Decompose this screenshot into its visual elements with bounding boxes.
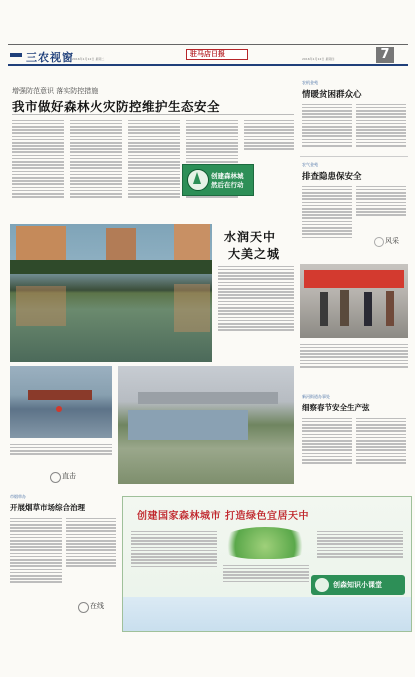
pavilion xyxy=(28,390,92,400)
market-text-a xyxy=(10,516,62,614)
header-rule-top xyxy=(8,44,408,45)
safety-text-a xyxy=(302,416,352,486)
tree-line xyxy=(10,260,212,274)
market-article xyxy=(8,494,118,626)
right-divider xyxy=(300,156,408,157)
page-header xyxy=(0,44,415,66)
person-3 xyxy=(364,292,372,326)
lead-text-col-5 xyxy=(244,118,294,164)
banner-text-b xyxy=(223,563,309,597)
safety-title: 细察春节安全生产弦 xyxy=(302,403,370,412)
banner-logo-text: 创森知识小课堂 xyxy=(333,581,382,589)
logo-line-2: 然后在行动 xyxy=(211,181,244,189)
logo-line-1: 创建森林城 xyxy=(211,172,244,180)
market-title: 开展烟草市场综合治理 xyxy=(10,503,85,512)
badge-dots-icon xyxy=(374,237,384,247)
header-rule-bottom xyxy=(8,64,408,66)
direct-badge xyxy=(50,470,90,484)
page-number: 7 xyxy=(376,47,394,63)
forest-city-banner xyxy=(122,496,412,632)
right-text-1a xyxy=(302,102,352,164)
banner-text-c xyxy=(317,529,403,577)
activity-caption xyxy=(300,342,408,382)
right-text-2a xyxy=(302,184,352,260)
banner-logo xyxy=(311,575,405,595)
banner-logo-icon xyxy=(315,578,329,592)
river xyxy=(128,410,248,440)
market-corner-label: 在线 xyxy=(90,602,104,610)
forest-city-logo xyxy=(182,164,254,196)
lead-text-col-2 xyxy=(70,118,122,218)
header-date-right: 2016年1月12日 星期四 xyxy=(302,57,335,61)
masthead-name: 驻马店日报 xyxy=(190,50,225,58)
header-date-left: 2016年1月12日 星期二 xyxy=(72,57,105,61)
safety-article xyxy=(300,388,408,488)
direct-caption xyxy=(10,442,112,466)
lead-story xyxy=(8,72,296,220)
banner-title: 创建国家森林城市 打造绿色宜居天中 xyxy=(137,511,309,522)
right-title-2: 排查隐患保安全 xyxy=(302,172,362,182)
banner-leaf-art xyxy=(219,527,311,559)
right-title-1: 情暖贫困群众心 xyxy=(302,90,362,100)
person-2 xyxy=(340,290,349,326)
outdoor-activity-photo xyxy=(300,264,408,338)
water-feature-photo xyxy=(10,224,212,362)
right-top-column xyxy=(300,72,408,262)
direct-circle-icon xyxy=(50,472,61,483)
reflection-right xyxy=(174,284,210,332)
market-tag: 市烟草办 xyxy=(10,494,26,499)
water-title-line-1: 水润天中 xyxy=(224,230,277,244)
lead-rule xyxy=(12,114,294,115)
water-text xyxy=(218,264,294,360)
distant-buildings xyxy=(138,392,278,404)
lead-headline: 我市做好森林火灾防控维护生态安全 xyxy=(12,99,221,114)
riverbank-photo xyxy=(118,366,294,484)
market-circle-icon xyxy=(78,602,89,613)
banner-text-a xyxy=(131,529,217,589)
section-title: 三农视窗 xyxy=(26,51,74,64)
right-text-1b xyxy=(356,102,406,164)
safety-tag: 新河街道办事处 xyxy=(302,394,330,399)
right-text-2b xyxy=(356,184,406,228)
reflection-left xyxy=(16,286,66,326)
feng-cai-badge xyxy=(374,234,402,248)
right-tag-2: 农气金苑 xyxy=(302,162,318,167)
lake-pavilion-photo xyxy=(10,366,112,438)
market-badge xyxy=(78,600,116,614)
water-title-line-2: 大美之城 xyxy=(228,247,281,261)
banner-board xyxy=(304,270,404,288)
lead-text-col-1 xyxy=(12,118,64,218)
person-1 xyxy=(320,292,328,326)
banner-wave xyxy=(123,597,411,631)
right-tag-1: 农机金苑 xyxy=(302,80,318,85)
person-4 xyxy=(386,291,394,326)
lead-kicker: 增强防范意识 落实防控措施 xyxy=(12,87,99,95)
red-lantern xyxy=(56,406,62,412)
section-marker xyxy=(10,53,22,57)
market-text-b xyxy=(66,516,116,590)
direct-label: 直击 xyxy=(62,472,76,480)
badge-label: 风采 xyxy=(385,237,399,245)
logo-tree-icon xyxy=(193,172,201,184)
safety-text-b xyxy=(356,416,406,486)
lead-text-col-3 xyxy=(128,118,180,218)
